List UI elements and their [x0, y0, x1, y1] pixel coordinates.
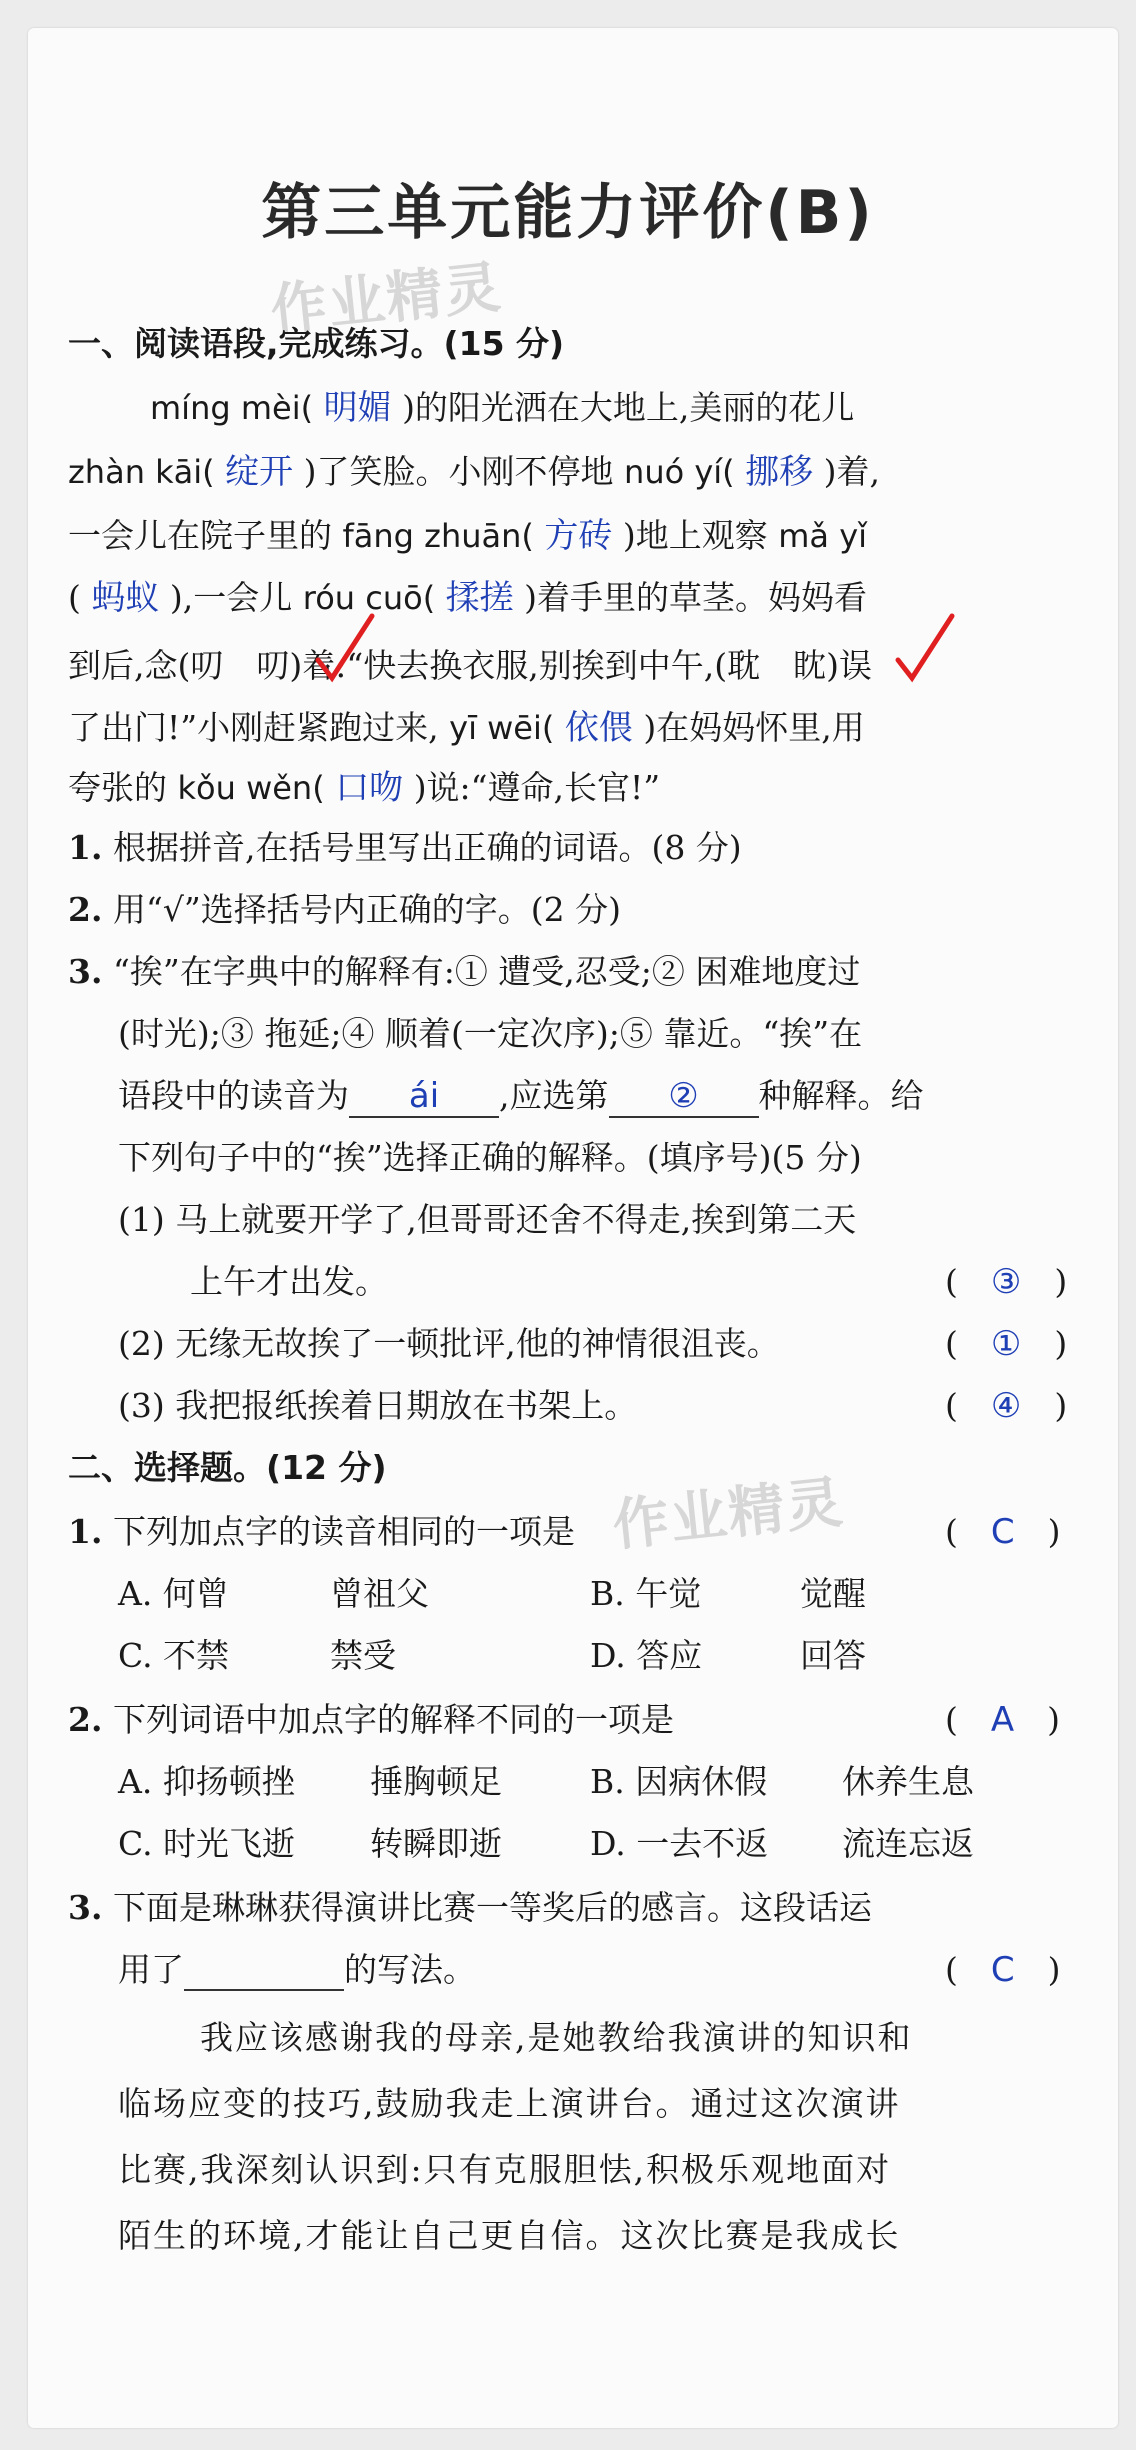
sentence-1-line-2: 上午才出发。 [190, 1262, 388, 1301]
check-mark-dao [310, 610, 380, 690]
passage-line-5: 到后,念(叨 叨)着:“快去换衣服,别挨到中午,(耽 眈)误 [68, 646, 872, 685]
s1-question-3: 3. “挨”在字典中的解释有:① 遭受,忍受;② 困难地度过 [68, 952, 861, 991]
s2-q1-option-b2: 觉醒 [800, 1574, 866, 1613]
answer-mayi: 蚂蚁 [91, 578, 160, 618]
s2-q3-line-2: 用了 的写法。 [118, 1950, 476, 1989]
s2-q1-option-c2: 禁受 [330, 1636, 396, 1675]
passage-line-2: zhàn kāi( 绽开 )了笑脸。小刚不停地 nuó yí( 挪移 )着, [68, 452, 881, 492]
s2-q1-option-d: D. 答应 [590, 1636, 703, 1675]
sentence-3: (3) 我把报纸挨着日期放在书架上。 [118, 1386, 638, 1425]
s2-q3-answer: ( C ) [945, 1950, 1061, 1990]
s2-q2-option-b: B. 因病休假 [590, 1762, 768, 1801]
answer-nuoyi: 挪移 [745, 452, 814, 492]
s2-q1-option-d2: 回答 [800, 1636, 866, 1675]
s2-q1-answer: ( C ) [945, 1512, 1061, 1552]
s1-question-2: 2. 用“√”选择括号内正确的字。(2 分) [68, 890, 621, 929]
section1-heading: 一、阅读语段,完成练习。(15 分) [68, 324, 565, 363]
sentence-3-answer: ( ④ ) [945, 1386, 1068, 1426]
passage-line-3: 一会儿在院子里的 fāng zhuān( 方砖 )地上观察 mǎ yǐ [68, 516, 868, 556]
section2-heading: 二、选择题。(12 分) [68, 1448, 387, 1487]
sentence-1-answer: ( ③ ) [945, 1262, 1068, 1302]
speech-line-3: 比赛,我深刻认识到:只有克服胆怯,积极乐观地面对 [118, 2150, 892, 2189]
s1-question-1: 1. 根据拼音,在括号里写出正确的词语。(8 分) [68, 828, 742, 867]
s1-q3-line-3: 语段中的读音为 ái ,应选第 ② 种解释。给 [118, 1076, 924, 1116]
s2-question-1: 1. 下列加点字的读音相同的一项是 [68, 1512, 575, 1551]
passage-line-7: 夸张的 kǒu wěn( 口吻 )说:“遵命,长官!” [68, 768, 661, 808]
s2-q2-option-c: C. 时光飞逝 [118, 1824, 296, 1863]
sentence-2-answer: ( ① ) [945, 1324, 1068, 1364]
speech-line-1: 我应该感谢我的母亲,是她教给我演讲的知识和 [200, 2018, 913, 2057]
answer-zhankai: 绽开 [225, 452, 294, 492]
s2-q2-option-b2: 休养生息 [842, 1762, 974, 1801]
s2-q2-option-d: D. 一去不返 [590, 1824, 769, 1863]
sentence-2: (2) 无缘无故挨了一顿批评,他的神情很沮丧。 [118, 1324, 780, 1363]
s2-question-2: 2. 下列词语中加点字的解释不同的一项是 [68, 1700, 674, 1739]
s2-q1-option-a: A. 何曾 [118, 1574, 229, 1613]
s2-q1-option-c: C. 不禁 [118, 1636, 230, 1675]
check-mark-dan [890, 610, 960, 690]
watermark-middle: 作业精灵 [609, 1470, 848, 1559]
s2-q2-option-a: A. 抑扬顿挫 [118, 1762, 295, 1801]
passage-line-1: míng mèi( 明媚 )的阳光洒在大地上,美丽的花儿 [150, 388, 855, 428]
s2-question-3: 3. 下面是琳琳获得演讲比赛一等奖后的感言。这段话运 [68, 1888, 872, 1927]
s1-q3-line-4: 下列句子中的“挨”选择正确的解释。(填序号)(5 分) [118, 1138, 862, 1177]
blank-meaning: ② [609, 1076, 759, 1118]
s2-q2-option-c2: 转瞬即逝 [370, 1824, 502, 1863]
s2-q2-answer: ( A ) [945, 1700, 1061, 1740]
blank-writing-method [184, 1950, 344, 1991]
speech-line-2: 临场应变的技巧,鼓励我走上演讲台。通过这次演讲 [118, 2084, 901, 2123]
answer-mingmei: 明媚 [323, 388, 392, 428]
s2-q2-option-d2: 流连忘返 [842, 1824, 974, 1863]
answer-kouwen: 口吻 [335, 768, 404, 808]
sentence-1-line-1: (1) 马上就要开学了,但哥哥还舍不得走,挨到第二天 [118, 1200, 857, 1239]
answer-roucuo: 揉搓 [445, 578, 514, 618]
answer-fangzhuan: 方砖 [544, 516, 613, 556]
watermark-top: 作业精灵 [267, 255, 506, 344]
passage-line-6: 了出门!”小刚赶紧跑过来, yī wēi( 依偎 )在妈妈怀里,用 [68, 708, 865, 748]
s1-q3-line-2: (时光);③ 拖延;④ 顺着(一定次序);⑤ 靠近。“挨”在 [118, 1014, 863, 1053]
blank-pronunciation: ái [349, 1076, 499, 1118]
page-title: 第三单元能力评价(B) [261, 178, 875, 248]
passage-line-4: ( 蚂蚁 ),一会儿 róu cuō( 揉搓 )着手里的草茎。妈妈看 [68, 578, 868, 618]
answer-yiwei: 依偎 [564, 708, 633, 748]
s2-q1-option-a2: 曾祖父 [330, 1574, 429, 1613]
s2-q2-option-a2: 捶胸顿足 [370, 1762, 502, 1801]
s2-q1-option-b: B. 午觉 [590, 1574, 702, 1613]
speech-line-4: 陌生的环境,才能让自己更自信。这次比赛是我成长 [118, 2216, 901, 2255]
